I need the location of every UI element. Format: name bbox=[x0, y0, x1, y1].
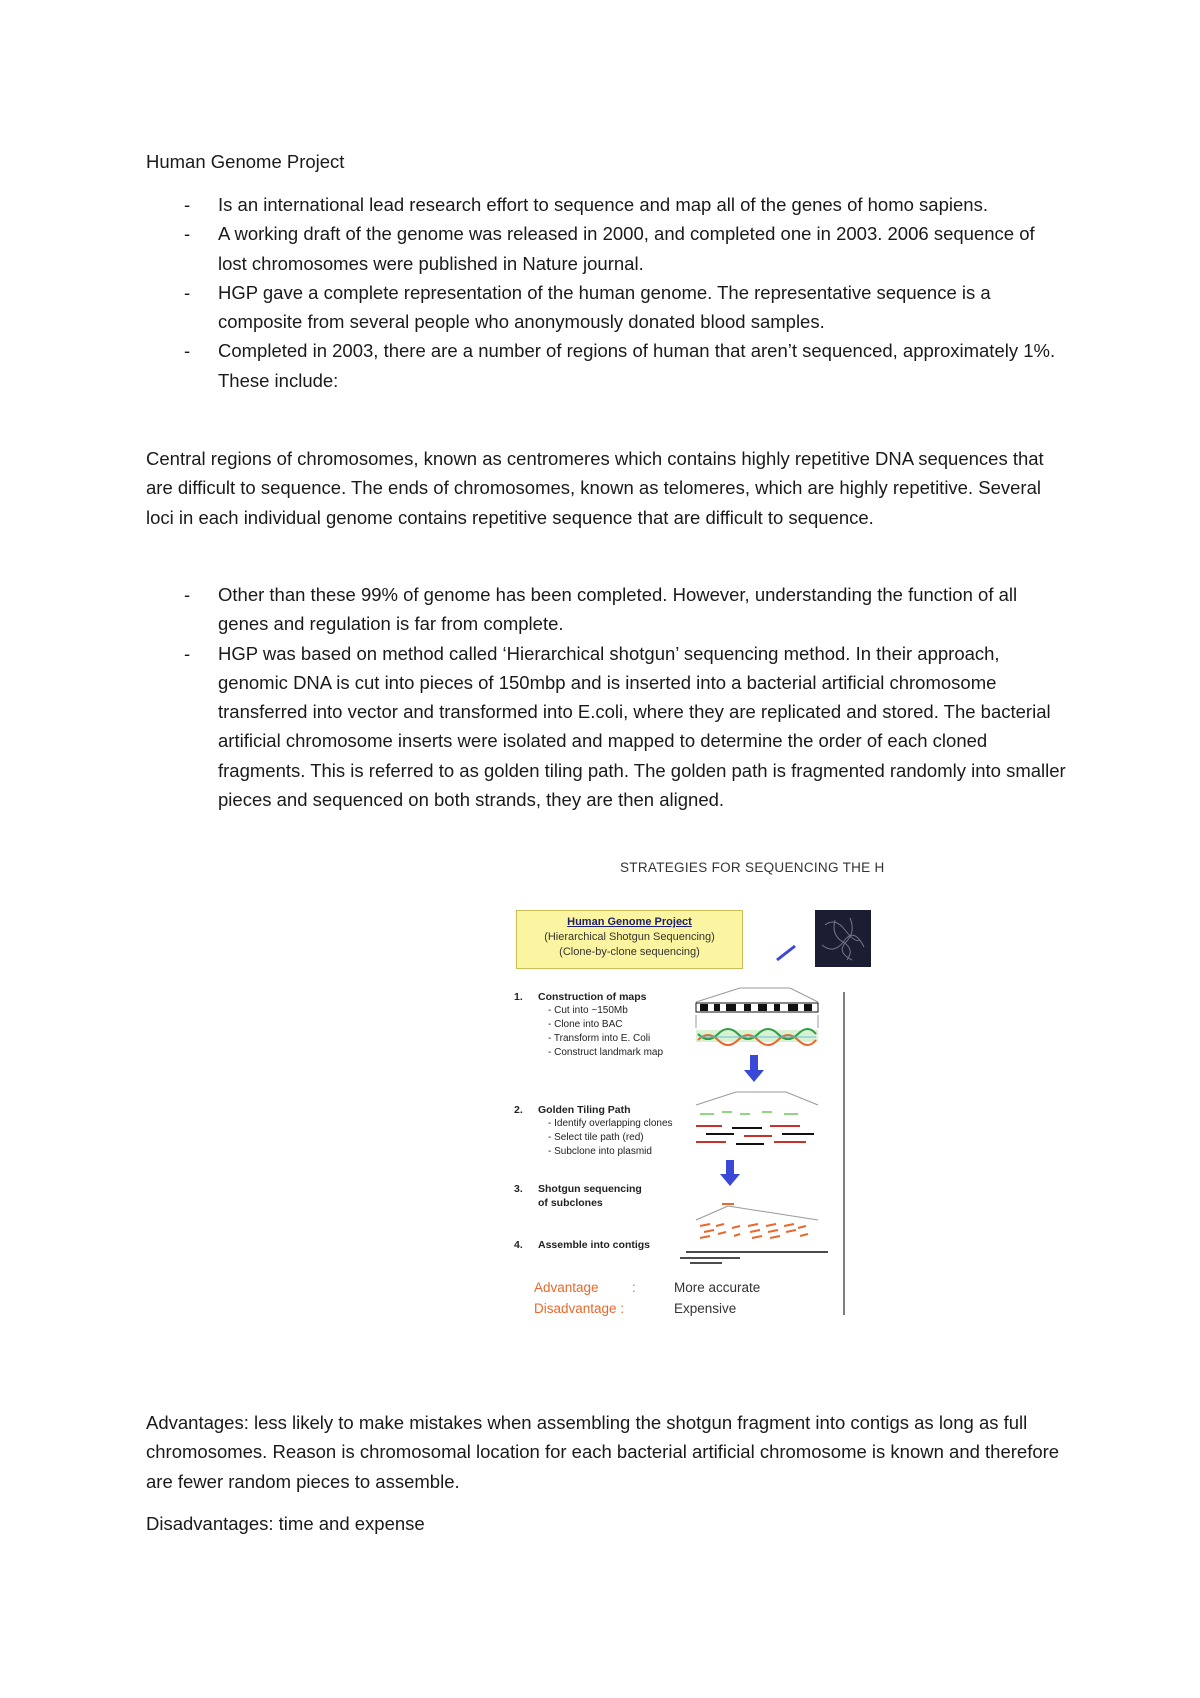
list-item: - Other than these 99% of genome has been completed. However, understanding the function of all genes and regulation is far from complete. bbox=[184, 584, 1018, 635]
step-subitem: - Cut into ~150Mb bbox=[548, 1005, 628, 1016]
bac-clone-band bbox=[696, 1029, 818, 1045]
bullet-list-mid bbox=[146, 580, 1066, 814]
figure-box-title: Human Genome Project bbox=[567, 916, 692, 928]
list-item-text: Other than these 99% of genome has been completed. However, understanding the function of all genes and regulation is far from complete. bbox=[218, 584, 1018, 635]
down-arrow-icon bbox=[744, 1055, 764, 1082]
bullet-list-top bbox=[146, 190, 1066, 395]
tile-path-clones bbox=[696, 1112, 814, 1144]
zoom-bracket-1 bbox=[696, 988, 818, 1002]
step-number: 2. bbox=[514, 1104, 523, 1116]
step-subitem: - Transform into E. Coli bbox=[548, 1033, 651, 1044]
advantage-value: More accurate bbox=[674, 1280, 761, 1295]
list-item-text: Completed in 2003, there are a number of regions of human that aren’t sequenced, approximately 1%. These include: bbox=[218, 340, 1056, 391]
zoom-bracket-3 bbox=[696, 1206, 818, 1220]
advantage-label: Advantage bbox=[534, 1280, 599, 1295]
figure-box-subtitle-2: (Clone-by-clone sequencing) bbox=[559, 946, 700, 958]
down-arrow-icon bbox=[720, 1160, 740, 1186]
hgp-strategy-figure bbox=[500, 860, 885, 1380]
step-number: 4. bbox=[514, 1239, 523, 1251]
step-heading: Shotgun sequencing bbox=[538, 1183, 642, 1195]
list-item-text: A working draft of the genome was released in 2000, and completed one in 2003. 2006 sequence of lost chromosomes were published in Nature journal. bbox=[218, 223, 1035, 274]
list-item-text: Is an international lead research effort to sequence and map all of the genes of homo sapiens. bbox=[218, 194, 988, 215]
step-subitem: - Construct landmark map bbox=[548, 1047, 664, 1058]
step-subitem: - Identify overlapping clones bbox=[548, 1118, 673, 1129]
figure-box-subtitle: (Hierarchical Shotgun Sequencing) bbox=[544, 931, 715, 943]
advantage-colon: : bbox=[632, 1280, 636, 1295]
step-subitem: - Clone into BAC bbox=[548, 1019, 623, 1030]
step-heading: Golden Tiling Path bbox=[538, 1104, 631, 1116]
list-item-text: HGP gave a complete representation of the human genome. The representative sequence is a composite from several people who anonymously donated blood samples. bbox=[218, 281, 991, 333]
step-number: 1. bbox=[514, 991, 523, 1003]
zoom-bracket-2 bbox=[696, 1092, 818, 1105]
step-subitem: - Subclone into plasmid bbox=[548, 1146, 652, 1157]
diagonal-arrow-icon bbox=[777, 946, 795, 960]
chromosome-image bbox=[815, 910, 871, 967]
zoom-bracket-1b bbox=[696, 1015, 818, 1028]
step-heading: Assemble into contigs bbox=[538, 1239, 651, 1251]
list-item: - HGP gave a complete representation of the human genome. The representative sequence is a composite from several people who anonymously donated blood samples. bbox=[184, 281, 991, 333]
disadvantage-value: Expensive bbox=[674, 1301, 737, 1316]
disadvantage-label: Disadvantage : bbox=[534, 1301, 625, 1316]
list-item-text: HGP was based on method called ‘Hierarchical shotgun’ sequencing method. In their approach, genomic DNA is cut into pieces of 150mbp and is inserted into a bacterial artificial chromosome transferred into vector and transformed into E.coli, where they are replicated and stored. The bacterial artificial chromosome inserts were isolated and mapped to determine the order of each cloned fragments. This is referred to as golden tiling path. The golden path is fragmented randomly into smaller pieces and sequenced on both strands, they are then aligned. bbox=[218, 642, 1066, 811]
step-subitem: of subclones bbox=[538, 1197, 603, 1209]
contig-lines bbox=[680, 1252, 828, 1263]
paragraph-regions: Central regions of chromosomes, known as centromeres which contains highly repetitive DNA sequences that are difficult to sequence. The ends of chromosomes, known as telomeres, which are highly repetitive. Several loci in each individual genome contains repetitive sequence that are difficult to sequence. bbox=[146, 448, 1044, 528]
shotgun-reads bbox=[700, 1224, 808, 1238]
paragraph-advantages: Advantages: less likely to make mistakes when assembling the shotgun fragment into contigs as long as full chromosomes. Reason is chromosomal location for each bacterial artificial chromosome is known and therefore are fewer random pieces to assemble. bbox=[146, 1412, 1060, 1492]
document-title: Human Genome Project bbox=[146, 151, 345, 172]
list-item: - Is an international lead research effort to sequence and map all of the genes of homo sapiens. bbox=[184, 194, 988, 215]
list-item: - A working draft of the genome was released in 2000, and completed one in 2003. 2006 sequence of lost chromosomes were published in Nature journal. bbox=[184, 223, 1035, 274]
paragraph-disadvantages: Disadvantages: time and expense bbox=[146, 1513, 425, 1534]
figure-title: STRATEGIES FOR SEQUENCING THE H bbox=[620, 860, 885, 875]
list-item: - Completed in 2003, there are a number of regions of human that aren’t sequenced, approximately 1%. These include: bbox=[184, 340, 1056, 391]
step-number: 3. bbox=[514, 1183, 523, 1195]
step-subitem: - Select tile path (red) bbox=[548, 1132, 644, 1143]
list-item: - HGP was based on method called ‘Hierarchical shotgun’ sequencing method. In their approach, genomic DNA is cut into pieces of 150mbp and is inserted into a bacterial artificial chromosome transferred into vector and transformed into E.coli, where they are replicated and stored. The bacterial artificial chromosome inserts were isolated and mapped to determine the order of each cloned fragments. This is referred to as golden tiling path. The golden path is fragmented randomly into smaller pieces and sequenced on both strands, they are then aligned. bbox=[184, 642, 1066, 811]
step-heading: Construction of maps bbox=[538, 991, 647, 1003]
